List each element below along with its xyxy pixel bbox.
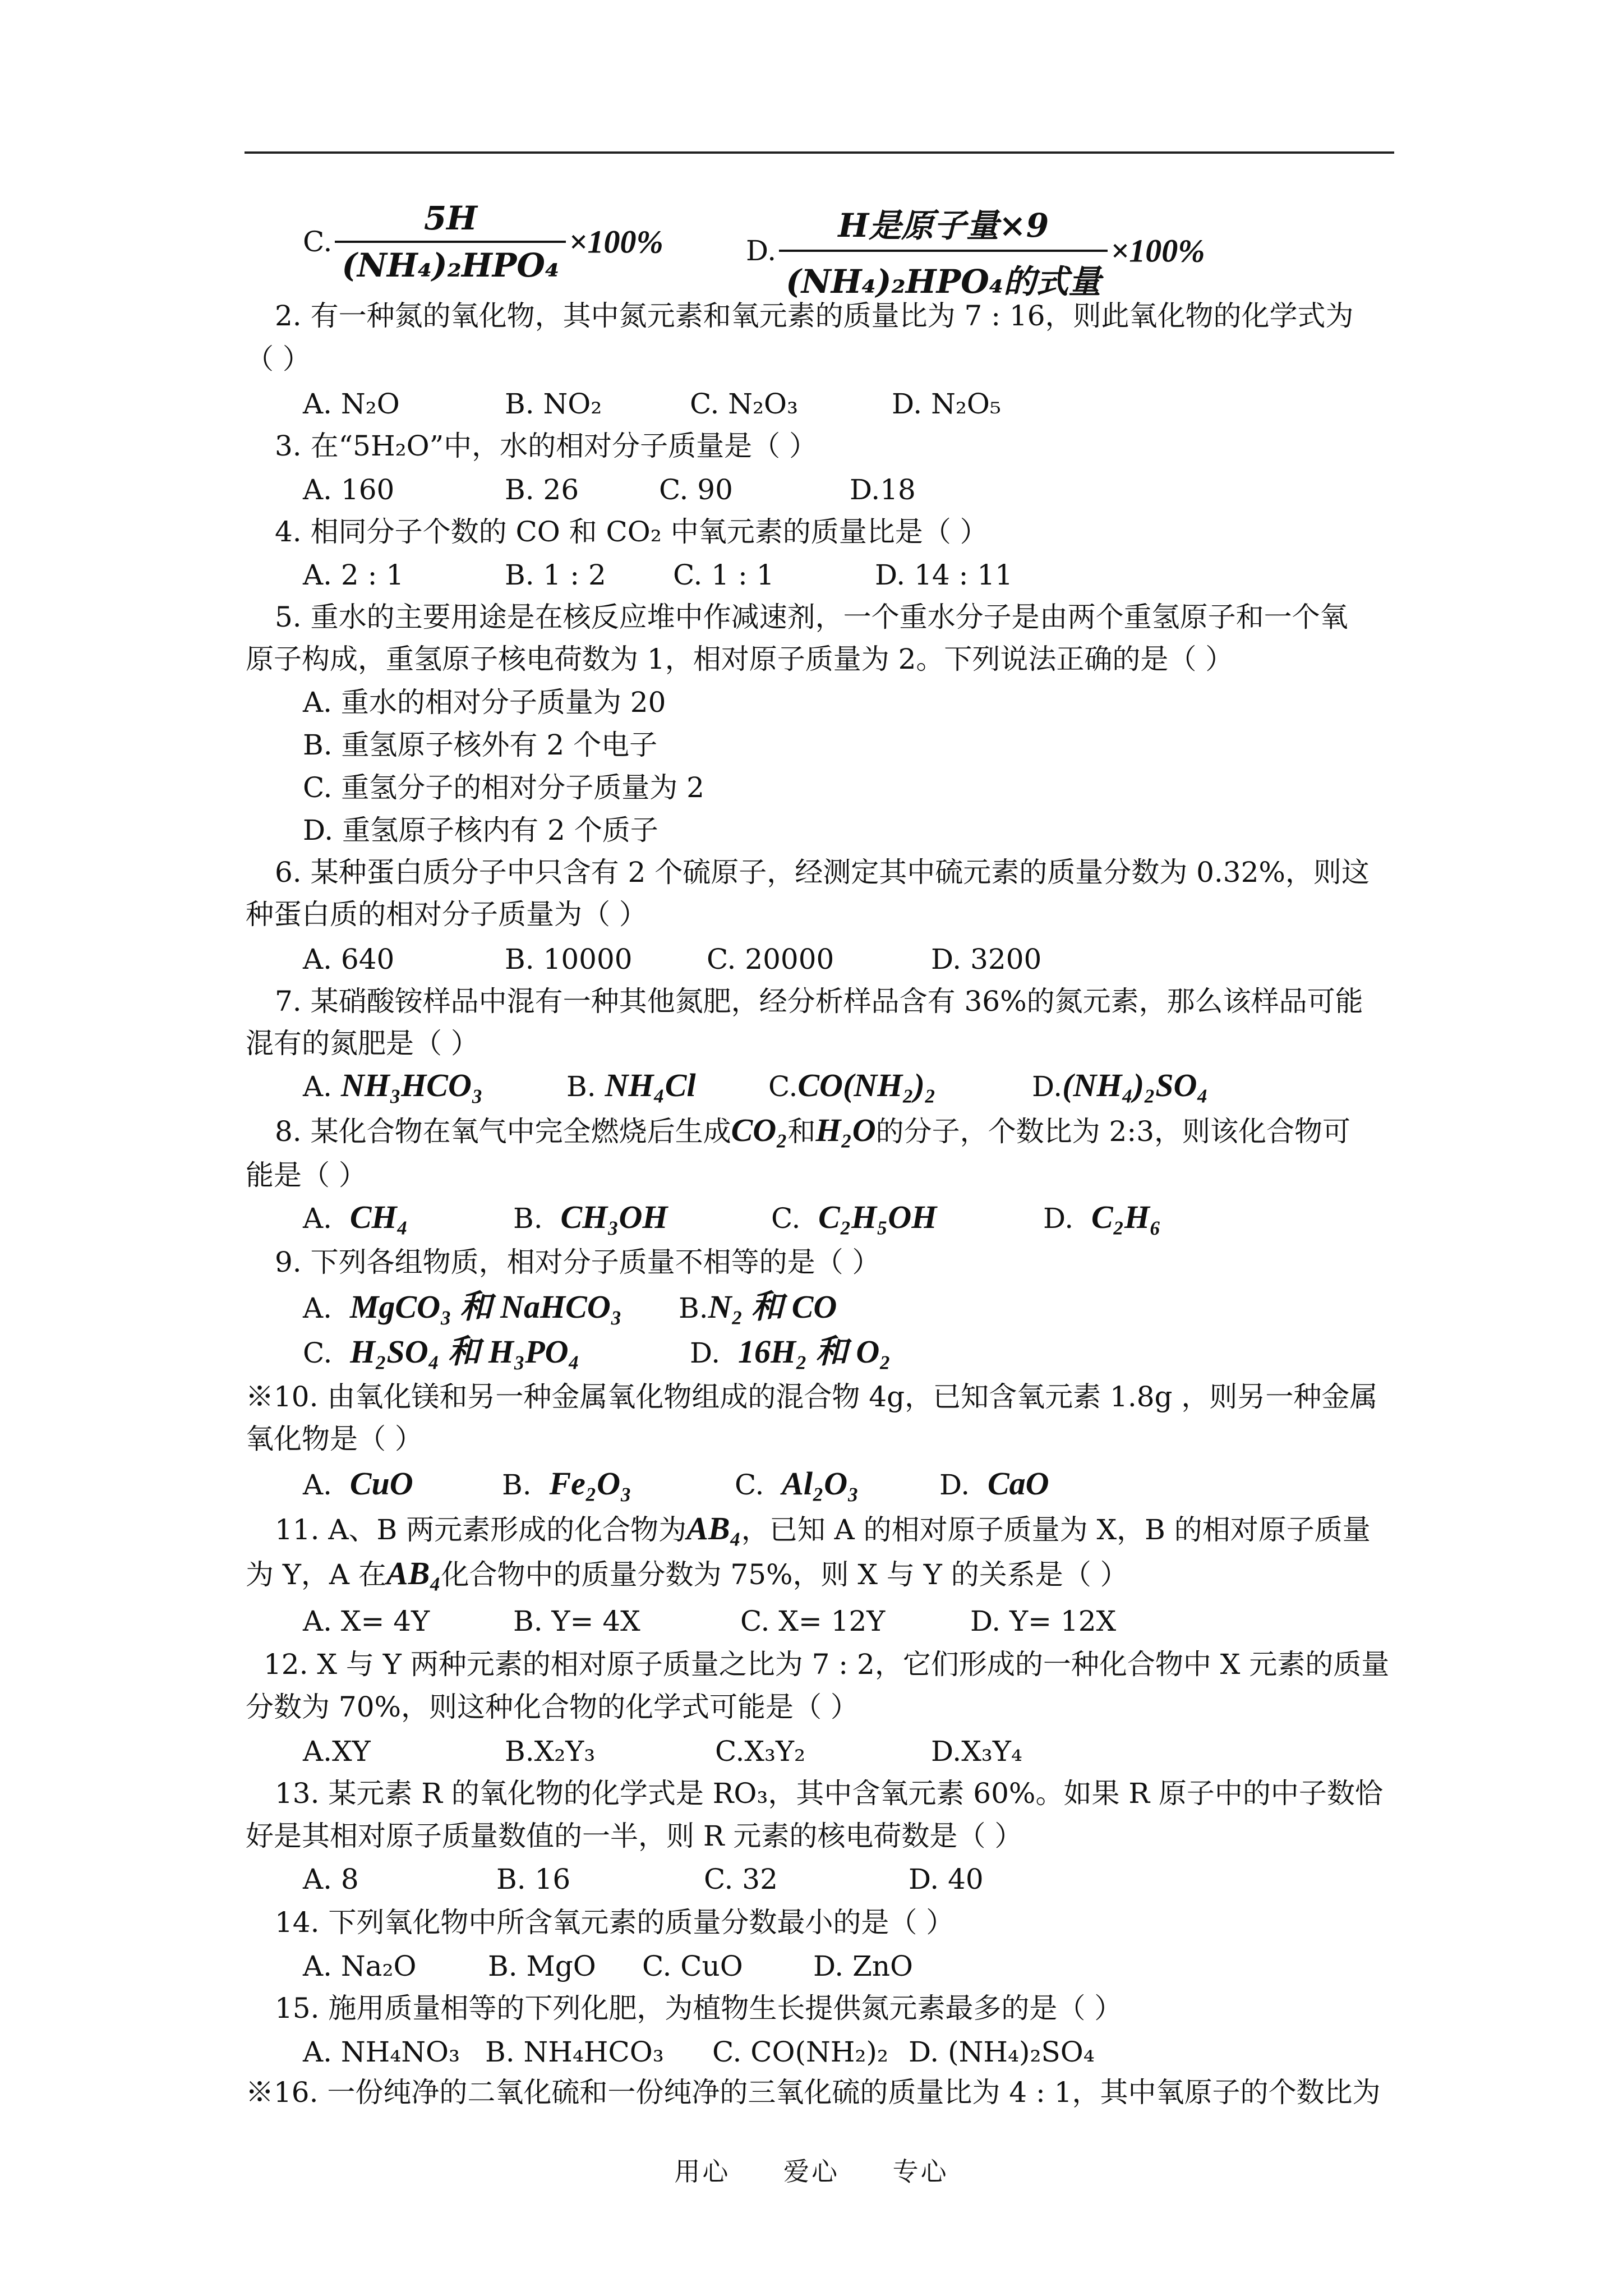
option-a: A. NH₃HCO₃ — [303, 1067, 483, 1103]
option-d: D. 16H₂ 和 O₂ — [690, 1333, 891, 1370]
formula: H₂SO₄ 和 H₃PO₄ — [350, 1333, 580, 1370]
option-c: C. CO(NH₂)₂ — [712, 2036, 888, 2068]
question-16: ※16. 一份纯净的二氧化硫和一份纯净的三氧化硫的质量比为 4 : 1，其中氧原子的个数比为 — [246, 2076, 1381, 2109]
option-a: A. 160 — [303, 473, 395, 506]
option-c: C. N₂O₃ — [690, 388, 799, 420]
option-d: D. 14 : 11 — [875, 559, 1013, 591]
option-a: A. 重水的相对分子质量为 20 — [303, 686, 666, 719]
option-a: A. NH₄NO₃ — [303, 2036, 460, 2068]
formula: CaO — [988, 1465, 1049, 1502]
answer-bracket: （ ） — [246, 343, 311, 375]
fraction-numerator: H是原子量×9 — [779, 199, 1108, 252]
option-a: A. CH₄ — [303, 1199, 408, 1235]
formula: NH₃HCO₃ — [340, 1067, 483, 1103]
option-d: D. 3200 — [931, 943, 1042, 976]
formula: H₂O — [815, 1112, 876, 1148]
formula: C₂H₅OH — [818, 1199, 937, 1235]
option-b: B. Fe₂O₃ — [502, 1465, 632, 1502]
option-b: B. 16 — [496, 1863, 571, 1895]
option-d: D. CaO — [939, 1465, 1049, 1502]
option-a: A. 2 : 1 — [303, 559, 404, 591]
option-d: D. ZnO — [813, 1950, 914, 1982]
formula: CO₂ — [731, 1112, 788, 1148]
question-10-continued: 氧化物是（ ） — [246, 1423, 423, 1455]
option-a: A. MgCO₃ 和 NaHCO₃ — [303, 1289, 622, 1325]
question-14: 14. 下列氧化物中所含氧元素的质量分数最小的是（ ） — [275, 1906, 955, 1939]
formula: 16H₂ 和 O₂ — [738, 1333, 891, 1370]
option-a: A. X= 4Y — [303, 1605, 430, 1637]
formula: CO(NH₂)₂ — [797, 1067, 937, 1103]
option-c: C.X₃Y₂ — [715, 1735, 806, 1768]
formula: AB₄ — [686, 1510, 741, 1547]
question-6: 6. 某种蛋白质分子中只含有 2 个硫原子，经测定其中硫元素的质量分数为 0.32%，则这 — [275, 856, 1370, 889]
footer-text: 爱心 — [783, 2156, 840, 2187]
option-d: D. 40 — [909, 1863, 984, 1895]
formula: AB₄ — [386, 1555, 441, 1591]
option-c: C. X= 12Y — [740, 1605, 886, 1637]
question-7: 7. 某硝酸铵样品中混有一种其他氮肥，经分析样品含有 36%的氮元素，那么该样品可能 — [275, 985, 1363, 1018]
option-a: A. CuO — [303, 1465, 413, 1502]
fraction-multiplier: ×100% — [569, 223, 663, 260]
question-4: 4. 相同分子个数的 CO 和 CO₂ 中氧元素的质量比是（ ） — [275, 516, 988, 548]
page-footer — [0, 2151, 1623, 2188]
option-c: C. 重氢分子的相对分子质量为 2 — [303, 771, 704, 804]
fraction-denominator: (NH₄)₂HPO₄ — [342, 246, 560, 284]
option-d: D.X₃Y₄ — [931, 1735, 1022, 1768]
option-a: A. 640 — [303, 943, 395, 976]
formula: Fe₂O₃ — [549, 1465, 632, 1502]
question-8: 8. 某化合物在氧气中完全燃烧后生成CO₂和H₂O的分子，个数比为 2:3，则该化合物可 — [275, 1112, 1351, 1148]
question-5: 5. 重水的主要用途是在核反应堆中作减速剂，一个重水分子是由两个重氢原子和一个氧 — [275, 601, 1348, 633]
option-b: B. CH₃OH — [513, 1199, 668, 1235]
question-11: 11. A、B 两元素形成的化合物为AB₄，已知 A 的相对原子质量为 X，B 的相对原子质量 — [275, 1510, 1371, 1547]
question-2: 2. 有一种氮的氧化物，其中氮元素和氧元素的质量比为 7 : 16，则此氧化物的化学式为 — [275, 300, 1354, 332]
option-b: B. NH₄Cl — [566, 1067, 696, 1103]
option-d: D. (NH₄)₂SO₄ — [909, 2036, 1095, 2068]
formula: NH₄Cl — [605, 1067, 696, 1103]
option-c: C. 90 — [659, 473, 733, 506]
question-9: 9. 下列各组物质，相对分子质量不相等的是（ ） — [275, 1246, 880, 1278]
formula: C₂H₆ — [1091, 1199, 1161, 1235]
question-6-continued: 种蛋白质的相对分子质量为（ ） — [246, 898, 647, 931]
option-d: D. 重氢原子核内有 2 个质子 — [303, 814, 658, 846]
option-c: C. CuO — [642, 1950, 743, 1982]
option-c-fraction: C. $\frac{5H}{\text{(NH₄)₂HPO₄}}$ ×100% — [303, 199, 663, 284]
option-b: B. NH₄HCO₃ — [485, 2036, 664, 2068]
option-c: C. H₂SO₄ 和 H₃PO₄ — [303, 1333, 580, 1370]
option-c: C.CO(NH₂)₂ — [768, 1067, 937, 1103]
option-d: D.18 — [850, 473, 916, 506]
formula: CuO — [349, 1465, 413, 1502]
question-5-continued: 原子构成，重氢原子核电荷数为 1，相对原子质量为 2。下列说法正确的是（ ） — [246, 643, 1234, 675]
option-b: B.X₂Y₃ — [505, 1735, 596, 1768]
question-10: ※10. 由氧化镁和另一种金属氧化物组成的混合物 4g，已知含氧元素 1.8g ，则另一种金属 — [246, 1381, 1378, 1413]
formula: CH₄ — [349, 1199, 408, 1235]
question-12: 12. X 与 Y 两种元素的相对原子质量之比为 7 : 2，它们形成的一种化合物中 X 元素的质量 — [264, 1648, 1390, 1681]
fraction-multiplier: ×100% — [1110, 232, 1205, 269]
question-15: 15. 施用质量相等的下列化肥，为植物生长提供氮元素最多的是（ ） — [275, 1992, 1123, 2024]
option-d: D. Y= 12X — [970, 1605, 1117, 1637]
formula: N₂ 和 CO — [708, 1289, 837, 1325]
option-c: C. Al₂O₃ — [735, 1465, 859, 1502]
formula: MgCO₃ 和 NaHCO₃ — [349, 1289, 622, 1325]
header-rule — [245, 151, 1394, 154]
question-13: 13. 某元素 R 的氧化物的化学式是 RO₃，其中含氧元素 60%。如果 R 原子中的中子数恰 — [275, 1777, 1383, 1810]
footer-text: 用心 — [674, 2156, 731, 2187]
option-b: B. 10000 — [505, 943, 633, 976]
question-13-continued: 好是其相对原子质量数值的一半，则 R 元素的核电荷数是（ ） — [246, 1820, 1023, 1852]
option-d-fraction: D. $\frac{\text{H是原子量×9}}{\text{(NH₄)₂HPO₄的式量}}$ ×100% — [746, 199, 1205, 302]
option-b: B. 重氢原子核外有 2 个电子 — [303, 729, 658, 761]
footer-text: 专心 — [892, 2156, 949, 2187]
option-b: B. MgO — [488, 1950, 596, 1982]
option-b: B. 1 : 2 — [505, 559, 606, 591]
option-d: D.(NH₄)₂SO₄ — [1032, 1067, 1209, 1103]
option-b: B.N₂ 和 CO — [679, 1289, 837, 1325]
option-c: C. 32 — [704, 1863, 778, 1895]
fraction-numerator: 5H — [335, 199, 566, 243]
option-d: D. C₂H₆ — [1043, 1199, 1161, 1235]
formula: CH₃OH — [560, 1199, 668, 1235]
formula: Al₂O₃ — [782, 1465, 859, 1502]
question-3: 3. 在“5H₂O”中，水的相对分子质量是（ ） — [275, 430, 818, 462]
question-7-continued: 混有的氮肥是（ ） — [246, 1027, 479, 1060]
option-a: A.XY — [303, 1735, 371, 1768]
formula: (NH₄)₂SO₄ — [1062, 1067, 1209, 1103]
option-d: D. N₂O₅ — [892, 388, 1001, 420]
question-11-continued: 为 Y，A 在AB₄化合物中的质量分数为 75%，则 X 与 Y 的关系是（ ） — [246, 1555, 1128, 1591]
option-c: C. C₂H₅OH — [771, 1199, 937, 1235]
option-b: B. 26 — [505, 473, 579, 506]
option-a: A. 8 — [303, 1863, 359, 1895]
question-8-continued: 能是（ ） — [246, 1159, 367, 1191]
option-c: C. 1 : 1 — [673, 559, 774, 591]
option-a: A. Na₂O — [303, 1950, 417, 1982]
fraction-denominator: (NH₄)₂HPO₄的式量 — [786, 263, 1101, 301]
option-c: C. 20000 — [707, 943, 834, 976]
question-12-continued: 分数为 70%，则这种化合物的化学式可能是（ ） — [246, 1691, 859, 1723]
option-b: B. NO₂ — [505, 388, 602, 420]
option-a: A. N₂O — [303, 388, 400, 420]
option-b: B. Y= 4X — [513, 1605, 640, 1637]
